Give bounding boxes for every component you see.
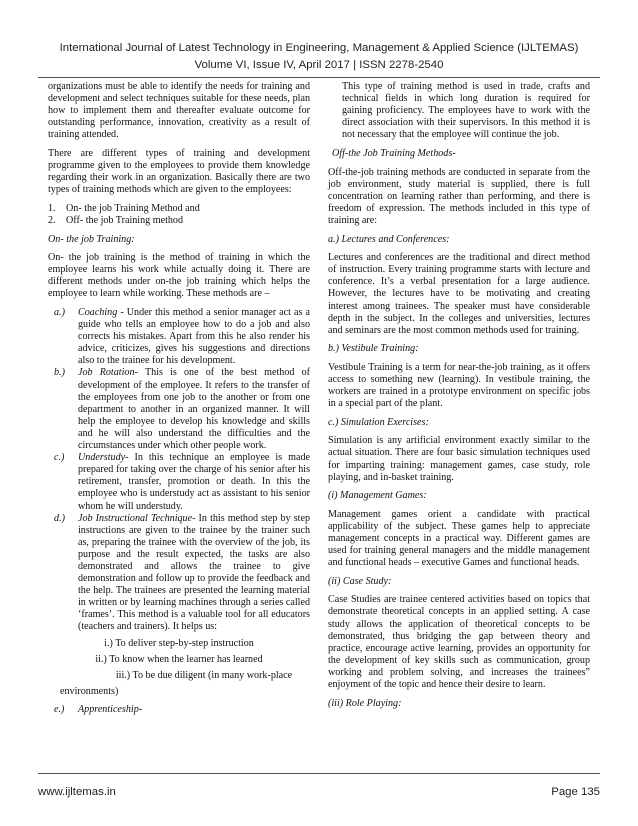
section-heading: (ii) Case Study: — [328, 575, 392, 587]
section-heading: On- the job Training: — [48, 233, 135, 245]
section-heading: (i) Management Games: — [328, 490, 427, 502]
paragraph: organizations must be able to identify the needs for training and development and select techniques suitable for these needs, plan how to implement them and thereafter evaluate outcome for outstanding performance, innovation, creativity as a result of training attended. — [48, 81, 310, 141]
website-link[interactable]: www.ijltemas.in — [38, 786, 116, 798]
section-heading: (iii) Role Playing: — [328, 697, 402, 709]
list-item: b.) Job Rotation- This is one of the best method of development of the employee. It refers to the transfer of the employees from one job to the another or from one department to another in an organized manner. It will help the employee to develop his knowledge and skills and he will also understand the difficulties and the circumstances under which other people work. — [54, 367, 311, 452]
training-types-list — [48, 203, 310, 227]
header-rule — [38, 77, 600, 78]
section-heading: c.) Simulation Exercises: — [328, 416, 429, 428]
on-job-methods-list-continued — [48, 704, 310, 716]
paragraph: Management games orient a candidate with practical applicability of the subject. These games help to appreciate management concepts in a practical way. Different games are used for training general managers and the middle management and functional heads – executive Games and functional heads. — [328, 508, 590, 569]
paragraph: On- the job training is the method of training in which the employee learns his work while actually doing it. There are different methods under on-the job training which helps the employee to learn while working. These methods are – — [48, 252, 310, 300]
list-item: e.) Apprenticeship- — [54, 703, 143, 715]
page-number: Page 135 — [551, 786, 600, 798]
journal-title: International Journal of Latest Technology in Engineering, Management & Applied Science (IJLTEMAS) — [59, 42, 579, 54]
page-footer — [38, 786, 600, 798]
paragraph: Lectures and conferences are the traditional and direct method of instruction. Every training programme starts with lecture and conference. It’s a verbal presentation for a large audience. However, the lectures have to be motivating and creating interest among trainees. The speaker must have considerable depth in the subject. In the colleges and universities, lectures and seminars are the most common methods used for training. — [328, 252, 590, 336]
list-item: d.) Job Instructional Technique- In this method step by step instructions are given to the trainee by the trainer such as, preparing the trainee with the overview of the job, its purpose and the result expected, the tasks are also demonstrated and allows the trainee to give demonstration and follow up to provide the feedback and the help. The trainees are presented the learning material in written or by learning machines through a series called ‘frames’. This method is a valuable tool for all educators (teachers and trainers). It helps us: — [54, 512, 310, 633]
list-item: 2. Off- the job Training method — [48, 214, 184, 226]
help-item: iii.) To be due diligent (in many work-place — [115, 669, 293, 681]
right-column — [328, 81, 590, 716]
paragraph: Vestibule Training is a term for near-the-job training, as it offers access to something new (learning). In vestibule training, the workers are trained in a prototype environment on specific jobs in a special part of the plant. — [328, 361, 590, 410]
help-item-continued: environments) — [60, 685, 119, 697]
section-heading: b.) Vestibule Training: — [328, 343, 419, 355]
paragraph: Simulation is any artificial environment exactly similar to the actual situation. There are four basic simulation techniques used for imparting training: management games, case study, role playing, and in-basket training. — [328, 435, 590, 483]
on-job-methods-list — [48, 307, 310, 634]
journal-volume: Volume VI, Issue IV, April 2017 | ISSN 2278-2540 — [194, 59, 444, 71]
section-heading: a.) Lectures and Conferences: — [328, 233, 450, 245]
journal-header — [0, 40, 638, 74]
paragraph: This type of training method is used in trade, crafts and technical fields in which long duration is required for gaining proficiency. The employees have to work with the direct association with their supervisors. In this method it is not necessary that the employee will continue the job. — [342, 81, 590, 141]
list-item: 1. On- the job Training Method and — [48, 202, 200, 214]
list-item: a.) Coaching - Under this method a senior manager act as a guide who tells an employee how to do a job and also corrects his mistakes. Apart from this he also render his advice, criticizes, gives his suggestions and directions also to the trainee for his development. — [54, 307, 310, 367]
paragraph: Case Studies are trainee centered activities based on topics that demonstrate theoretical concepts in an applied setting. A case study allows the application of theoretical concepts to be demonstrated, thus bridging the gap between theory and practice, encourage active learning, provides an opportunity for the development of key skills such as communication, group working and problem solving, and increases the trainees” enjoyment of the topic and hence their desire to learn. — [328, 594, 590, 691]
left-column — [48, 81, 310, 716]
footer-rule — [38, 773, 600, 774]
list-item: c.) Understudy- In this technique an employee is made prepared for taking over the charge of his senior after his retirement, transfer, promotion or death. In this the employee who is understudy act as assistant to his senior whom he will understudy. — [54, 452, 310, 512]
help-item: ii.) To know when the learner has learned — [95, 653, 263, 665]
section-heading: Off-the Job Training Methods- — [332, 147, 456, 159]
help-item: i.) To deliver step-by-step instruction — [104, 637, 254, 649]
paragraph: Off-the-job training methods are conducted in separate from the job environment, study material is supplied, there is full concentration on learning rather than performing, and there is freedom of expression. The methods included in this type of training are: — [328, 166, 590, 226]
paragraph: There are different types of training and development programme given to the employees to provide them knowledge regarding their work in an organization. Basically there are two types of training methods which are given to the employees: — [48, 147, 310, 196]
